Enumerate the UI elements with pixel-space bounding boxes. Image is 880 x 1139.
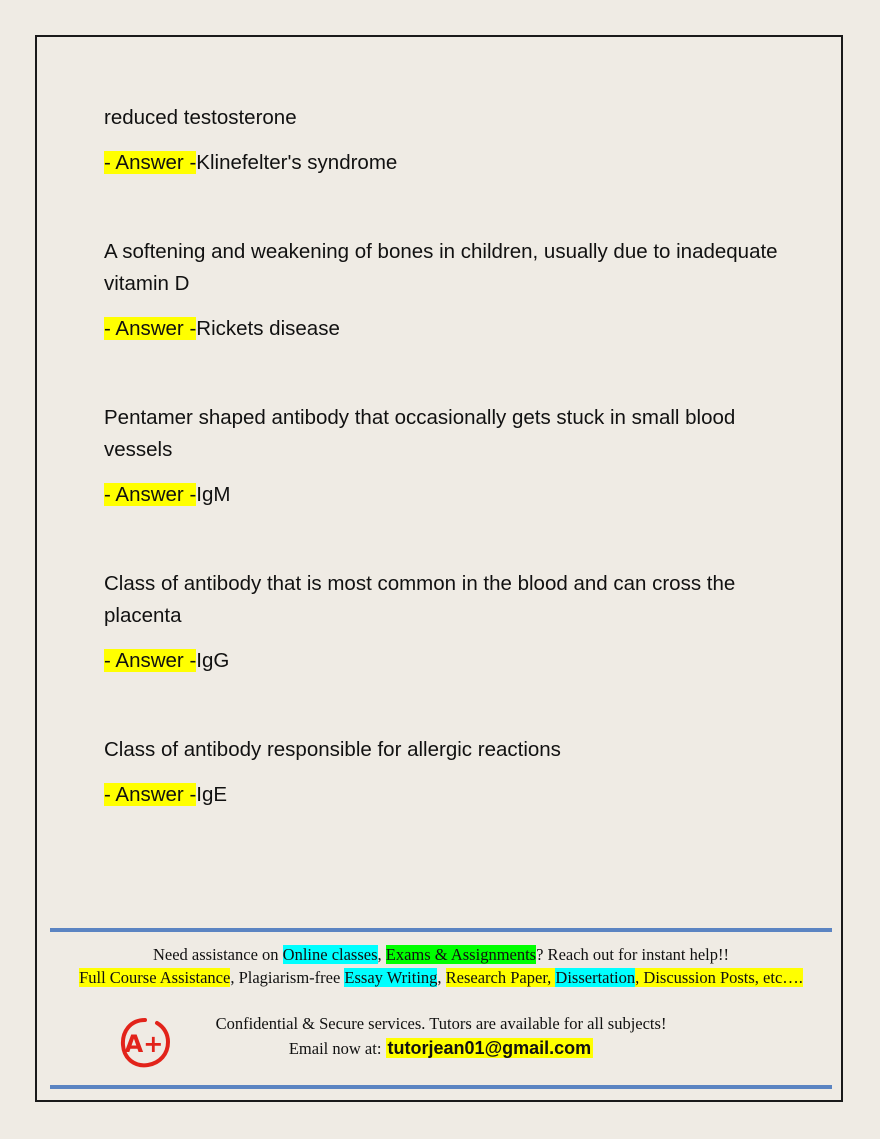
email-link[interactable]: tutorjean01@gmail.com bbox=[387, 1038, 592, 1058]
question-text: Pentamer shaped antibody that occasionally gets stuck in small blood vessels bbox=[104, 406, 736, 461]
question-text: reduced testosterone bbox=[104, 106, 297, 129]
footer-text: , bbox=[437, 968, 446, 987]
question-text: A softening and weakening of bones in children, usually due to inadequate vitamin D bbox=[104, 240, 778, 295]
essay-writing-highlight: Essay Writing bbox=[344, 968, 438, 987]
footer-text: , bbox=[377, 945, 386, 964]
exams-highlight: Exams & Assignments bbox=[385, 945, 537, 964]
answer-prefix: - Answer - bbox=[104, 783, 197, 806]
research-paper-highlight: Research Paper, bbox=[445, 968, 556, 987]
svg-text:A+: A+ bbox=[124, 1030, 164, 1058]
question-text: Class of antibody responsible for allergic reactions bbox=[104, 738, 561, 761]
answer-line bbox=[104, 480, 784, 510]
footer-promo-line-2 bbox=[50, 968, 832, 988]
footer-top-rule bbox=[50, 928, 832, 932]
answer-text: IgM bbox=[196, 483, 231, 506]
qa-list bbox=[104, 102, 784, 868]
answer-prefix: - Answer - bbox=[104, 151, 197, 174]
question-text: Class of antibody that is most common in the blood and can cross the placenta bbox=[104, 572, 736, 627]
dissertation-highlight: Dissertation bbox=[555, 968, 636, 987]
answer-prefix: - Answer - bbox=[104, 317, 197, 340]
footer-text: ? Reach out for instant help!! bbox=[536, 945, 730, 964]
qa-item bbox=[104, 402, 784, 510]
footer-text: Need assistance on bbox=[152, 945, 283, 964]
full-course-highlight: Full Course Assistance bbox=[79, 968, 231, 987]
answer-line bbox=[104, 780, 784, 810]
answer-text: IgE bbox=[196, 783, 228, 806]
answer-line bbox=[104, 646, 784, 676]
answer-text: Klinefelter's syndrome bbox=[196, 151, 398, 174]
qa-item bbox=[104, 236, 784, 344]
discussion-posts-highlight: Discussion Posts, etc…. bbox=[643, 968, 803, 987]
qa-item bbox=[104, 734, 784, 810]
footer-promo-line-1 bbox=[50, 945, 832, 965]
answer-line bbox=[104, 314, 784, 344]
online-classes-highlight: Online classes bbox=[282, 945, 378, 964]
footer-text: , Plagiarism-free bbox=[230, 968, 345, 987]
answer-prefix: - Answer - bbox=[104, 483, 197, 506]
footer-bottom-rule bbox=[50, 1085, 832, 1089]
email-label: Email now at: bbox=[288, 1039, 386, 1058]
qa-item bbox=[104, 102, 784, 178]
footer-services-line: Confidential & Secure services. Tutors are available for all subjects! bbox=[215, 1014, 667, 1033]
answer-text: IgG bbox=[196, 649, 230, 672]
answer-line bbox=[104, 148, 784, 178]
footer-text: , bbox=[635, 968, 644, 987]
answer-text: Rickets disease bbox=[196, 317, 340, 340]
footer-email-line bbox=[50, 1038, 832, 1059]
qa-item bbox=[104, 568, 784, 676]
answer-prefix: - Answer - bbox=[104, 649, 197, 672]
